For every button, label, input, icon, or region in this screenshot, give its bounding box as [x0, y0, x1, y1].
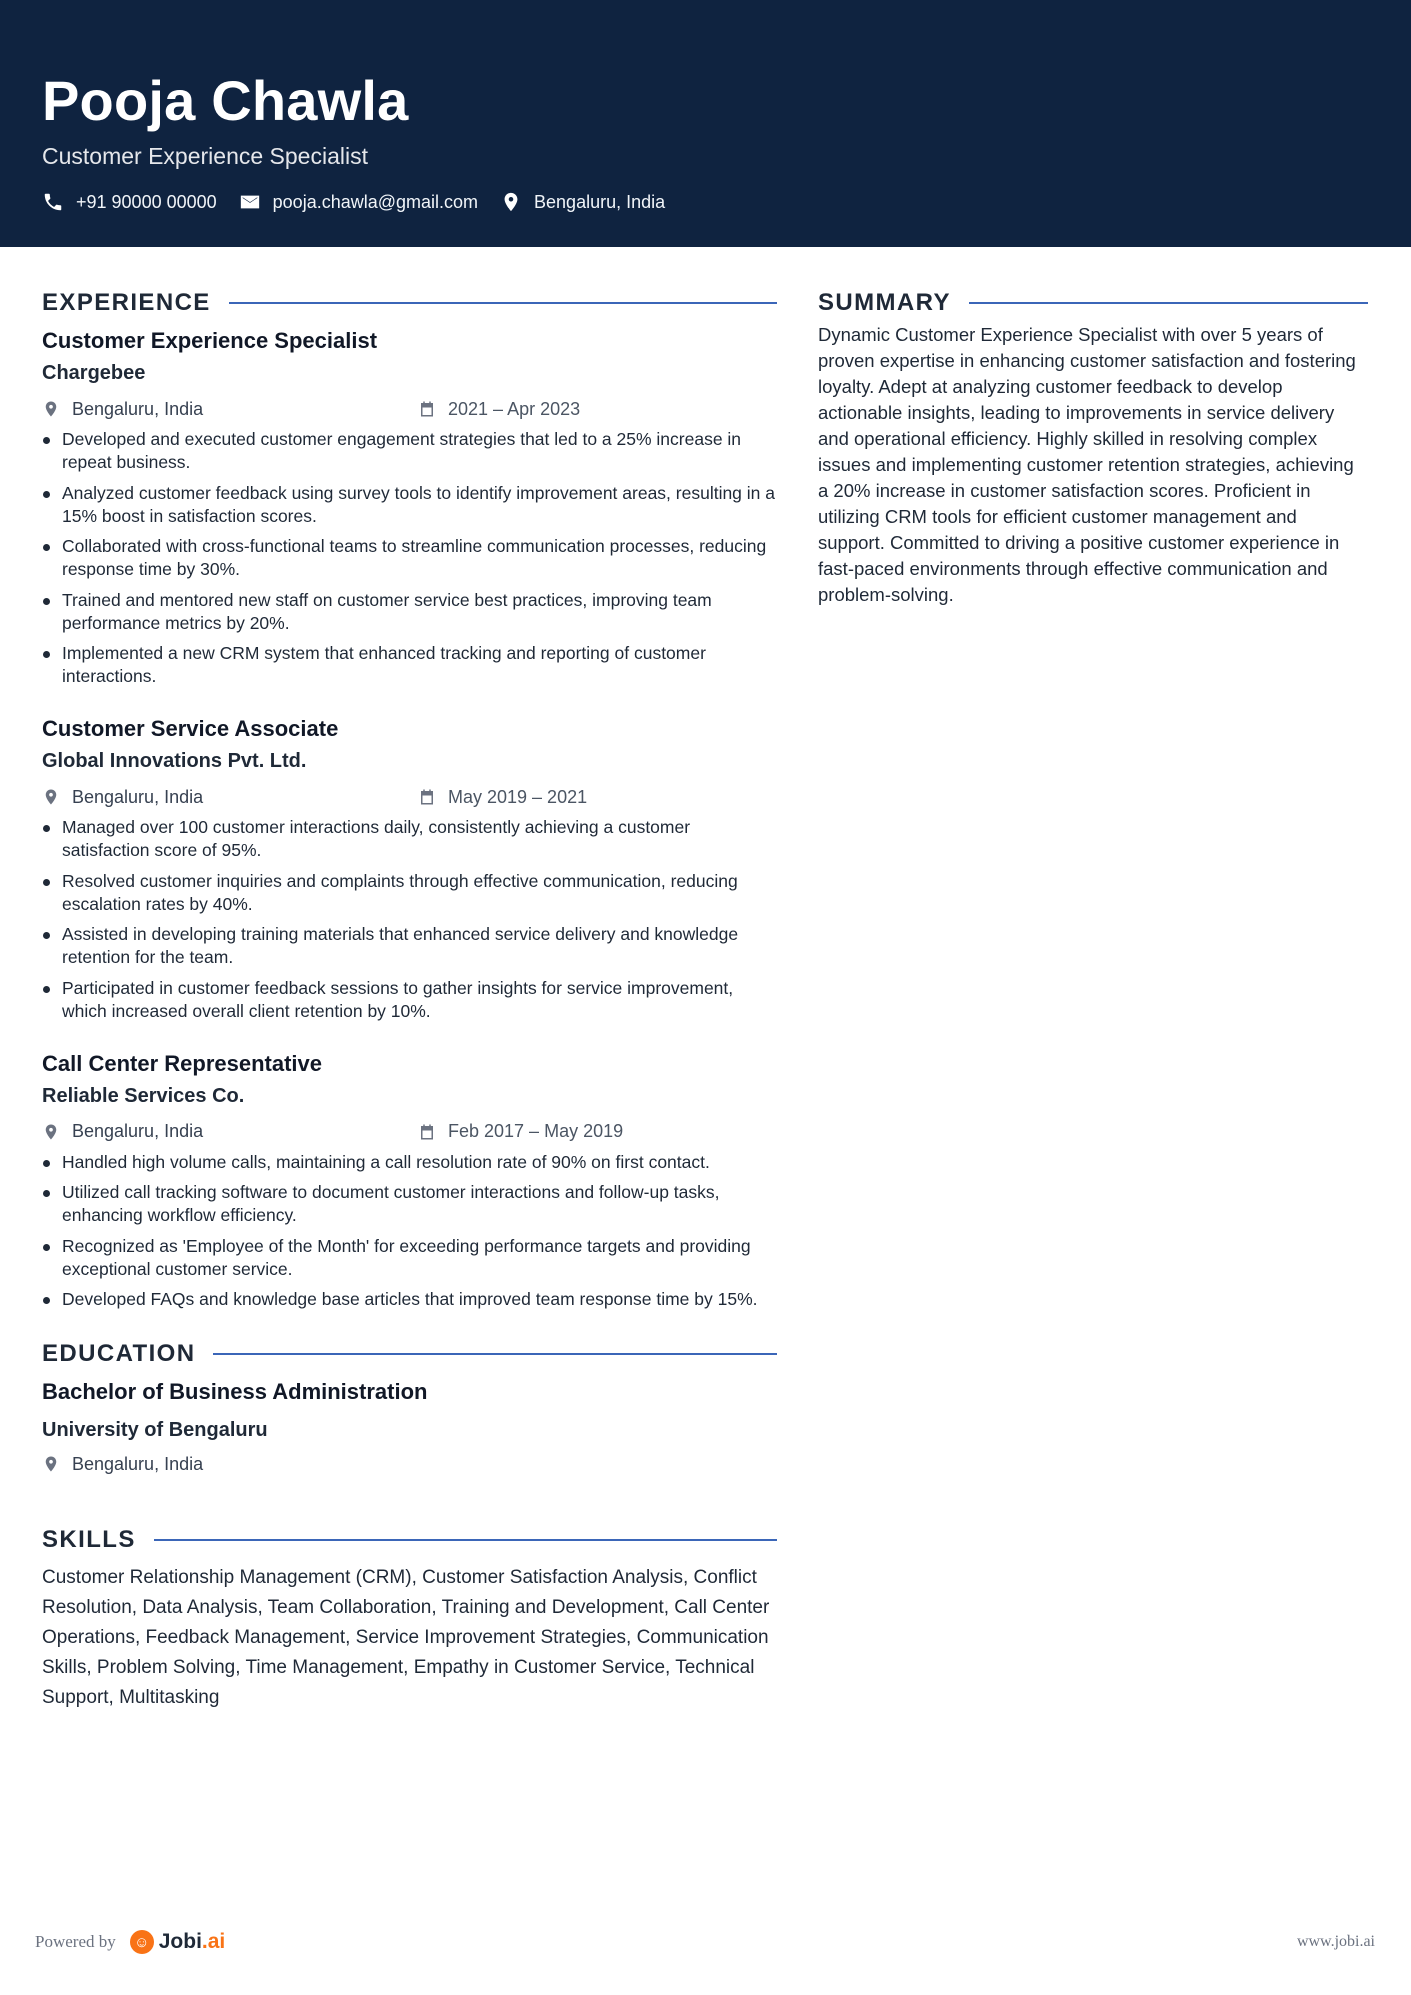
- education-meta: [42, 1449, 777, 1479]
- candidate-name: Pooja Chawla: [42, 69, 409, 132]
- bullet-item: Developed FAQs and knowledge base articles that improved team response time by 15%.: [42, 1288, 777, 1311]
- phone-text: +91 90000 00000: [76, 191, 217, 212]
- bullet-item: Handled high volume calls, maintaining a call resolution rate of 90% on first contact.: [42, 1151, 777, 1174]
- experience-entry: [42, 1049, 777, 1312]
- job-dates: [418, 399, 580, 420]
- job-dates-text: Feb 2017 – May 2019: [448, 1121, 624, 1141]
- logo-suffix-text: .ai: [201, 1930, 226, 1953]
- company-name: Chargebee: [42, 362, 146, 384]
- job-location: [42, 1121, 418, 1142]
- section-title: EDUCATION: [42, 1340, 196, 1367]
- job-bullets: [42, 428, 777, 688]
- experience-entry: [42, 326, 777, 688]
- section-title: SKILLS: [42, 1526, 136, 1553]
- education-entry: [42, 1377, 777, 1479]
- location-pin-icon: [42, 400, 60, 418]
- bullet-item: Resolved customer inquiries and complaints through effective communication, reducing escalation rates by 40%.: [42, 870, 777, 916]
- bullet-item: Developed and executed customer engagement strategies that led to a 25% increase in repeat business.: [42, 428, 777, 474]
- left-column: [42, 286, 777, 1713]
- job-location-text: Bengaluru, India: [72, 786, 204, 807]
- job-dates-text: 2021 – Apr 2023: [448, 398, 581, 419]
- job-meta: [42, 394, 777, 424]
- school-name: University of Bengaluru: [42, 1419, 268, 1441]
- bullet-item: Managed over 100 customer interactions daily, consistently achieving a customer satisfaction score of 95%.: [42, 816, 777, 862]
- bullet-item: Recognized as 'Employee of the Month' for exceeding performance targets and providing exceptional customer service.: [42, 1235, 777, 1281]
- location-pin-icon: [42, 1455, 60, 1473]
- job-title: Call Center Representative: [42, 1050, 322, 1076]
- bullet-item: Collaborated with cross-functional teams to streamline communication processes, reducing response time by 30%.: [42, 535, 777, 581]
- location-pin-icon: [42, 1123, 60, 1141]
- job-location: [42, 787, 418, 808]
- footer-site-link[interactable]: www.jobi.ai: [1296, 1933, 1375, 1950]
- powered-by-label: Powered by: [35, 1932, 116, 1951]
- job-bullets: [42, 1151, 777, 1312]
- phone-icon: [42, 191, 64, 213]
- job-dates: [418, 787, 587, 808]
- bullet-item: Analyzed customer feedback using survey tools to identify improvement areas, resulting in a 15% boost in satisfaction scores.: [42, 482, 777, 528]
- location-text: Bengaluru, India: [534, 191, 666, 212]
- section-divider: [213, 1353, 777, 1355]
- footer-powered-by: [35, 1930, 225, 1954]
- experience-entry: [42, 714, 777, 1023]
- jobi-logo[interactable]: [130, 1930, 226, 1954]
- resume-header: [0, 0, 1411, 247]
- education-location: [42, 1454, 418, 1475]
- calendar-icon: [418, 1123, 436, 1141]
- calendar-icon: [418, 788, 436, 806]
- section-divider: [229, 302, 777, 304]
- experience-heading: [42, 286, 777, 320]
- jobi-logo-icon: ☺: [130, 1930, 154, 1954]
- job-meta: [42, 1117, 777, 1147]
- job-bullets: [42, 816, 777, 1023]
- summary-heading: [818, 286, 1368, 320]
- bullet-item: Participated in customer feedback sessions to gather insights for service improvement, which increased overall client retention by 10%.: [42, 977, 777, 1023]
- section-divider: [969, 302, 1368, 304]
- location-pin-icon: [500, 191, 522, 213]
- logo-main-text: Jobi: [158, 1930, 202, 1953]
- contact-email: [239, 191, 478, 213]
- contact-bar: [42, 191, 687, 213]
- skills-list: Customer Relationship Management (CRM), Customer Satisfaction Analysis, Conflict Resolution, Data Analysis, Team Collaboration, Training and Development, Call Center Operations, Feedback Management, Service Improvement Strategies, Communication Skills, Problem Solving, Time Management, Empathy in Customer Service, Technical Support, Multitasking: [42, 1567, 770, 1708]
- section-title: SUMMARY: [818, 289, 951, 316]
- summary-text: Dynamic Customer Experience Specialist with over 5 years of proven expertise in enhancing customer satisfaction and fostering loyalty. Adept at analyzing customer feedback to develop actionable insights, leading to improvements in service delivery and operational efficiency. Highly skilled in resolving complex issues and implementing customer retention strategies, achieving a 20% increase in customer satisfaction scores. Proficient in utilizing CRM tools for efficient customer management and support. Committed to driving a positive customer experience in fast-paced environments through effective communication and problem-solving.: [818, 324, 1356, 605]
- bullet-item: Assisted in developing training materials that enhanced service delivery and knowledge retention for the team.: [42, 923, 777, 969]
- job-title: Customer Experience Specialist: [42, 328, 378, 353]
- section-title: EXPERIENCE: [42, 289, 211, 316]
- bullet-item: Implemented a new CRM system that enhanced tracking and reporting of customer interactions.: [42, 642, 777, 688]
- company-name: Reliable Services Co.: [42, 1084, 245, 1107]
- contact-location: [500, 191, 665, 213]
- right-column: [818, 286, 1368, 608]
- job-dates: [418, 1121, 623, 1142]
- degree-name: Bachelor of Business Administration: [42, 1379, 428, 1404]
- bullet-item: Trained and mentored new staff on customer service best practices, improving team performance metrics by 20%.: [42, 589, 777, 635]
- calendar-icon: [418, 400, 436, 418]
- section-divider: [154, 1539, 777, 1541]
- company-name: Global Innovations Pvt. Ltd.: [42, 750, 307, 772]
- education-location-text: Bengaluru, India: [72, 1453, 204, 1474]
- skills-heading: [42, 1523, 777, 1557]
- job-location-text: Bengaluru, India: [72, 1121, 204, 1141]
- job-location-text: Bengaluru, India: [72, 398, 204, 419]
- job-title: Customer Service Associate: [42, 716, 339, 741]
- job-dates-text: May 2019 – 2021: [448, 786, 588, 807]
- bullet-item: Utilized call tracking software to document customer interactions and follow-up tasks, enhancing workflow efficiency.: [42, 1181, 777, 1227]
- email-text[interactable]: pooja.chawla@gmail.com: [272, 191, 479, 212]
- job-location: [42, 399, 418, 420]
- mail-icon: [239, 191, 261, 213]
- candidate-role: Customer Experience Specialist: [42, 143, 368, 169]
- contact-phone: [42, 191, 217, 213]
- education-heading: [42, 1337, 777, 1371]
- job-meta: [42, 782, 777, 812]
- location-pin-icon: [42, 788, 60, 806]
